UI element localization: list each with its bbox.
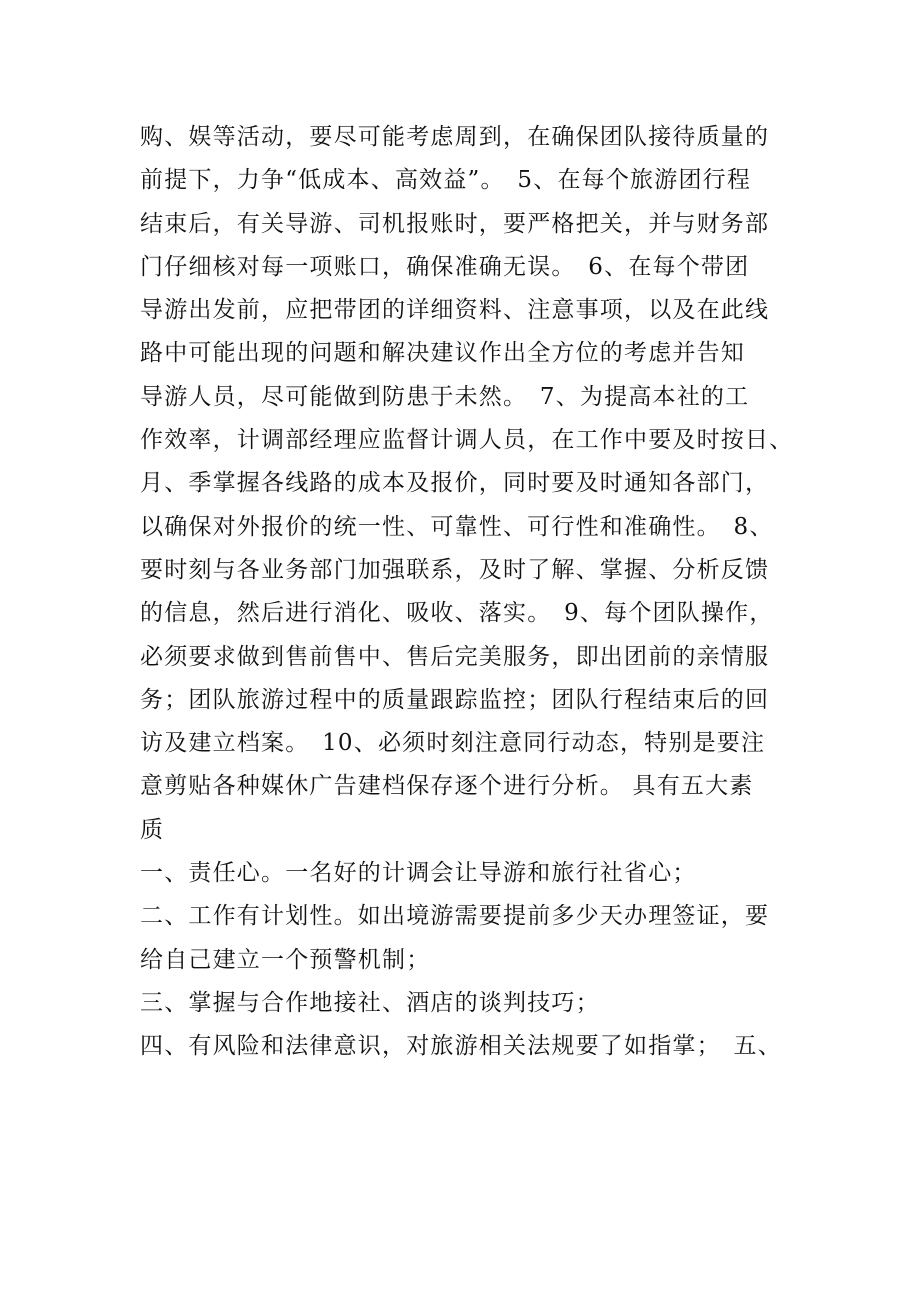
text-line: 导游出发前，应把带团的详细资料、注意事项，以及在此线	[140, 297, 770, 324]
text-line: 给自己建立一个预警机制；	[140, 946, 431, 973]
text-line: 前提下，力争“低成本、高效益”。 5、在每个旅游团行程	[140, 167, 752, 194]
text-line: 四、有风险和法律意识，对旅游相关法规要了如指掌； 五、	[140, 1033, 782, 1060]
text-line: 路中可能出现的问题和解决建议作出全方位的考虑并告知	[140, 340, 745, 367]
text-line: 二、工作有计划性。如出境游需要提前多少天办理签证，要	[140, 903, 770, 930]
text-line: 三、掌握与合作地接社、酒店的谈判技巧；	[140, 989, 600, 1016]
text-line: 一、责任心。一名好的计调会让导游和旅行社省心；	[140, 860, 697, 887]
text-line: 务；团队旅游过程中的质量跟踪监控；团队行程结束后的回	[140, 686, 770, 713]
text-line: 的信息，然后进行消化、吸收、落实。 9、每个团队操作，	[140, 600, 774, 627]
text-line: 月、季掌握各线路的成本及报价，同时要及时通知各部门，	[140, 470, 770, 497]
text-line: 必须要求做到售前售中、售后完美服务，即出团前的亲情服	[140, 643, 770, 670]
text-line: 购、娱等活动，要尽可能考虑周到，在确保团队接待质量的	[140, 124, 770, 150]
text-line: 要时刻与各业务部门加强联系，及时了解、掌握、分析反馈	[140, 556, 770, 583]
document-body	[140, 116, 800, 1069]
text-line: 导游人员，尽可能做到防患于未然。 7、为提高本社的工	[140, 383, 750, 410]
text-line: 结束后，有关导游、司机报账时，要严格把关，并与财务部	[140, 210, 770, 237]
text-line: 访及建立档案。 10、必须时刻注意同行动态，特别是要注	[140, 730, 766, 757]
text-line: 门仔细核对每一项账口，确保准确无误。 6、在每个带团	[140, 253, 750, 280]
text-line: 意剪贴各种媒休广告建档保存逐个进行分析。 具有五大素	[140, 773, 754, 800]
text-line: 以确保对外报价的统一性、可靠性、可行性和准确性。 8、	[140, 513, 774, 540]
text-line: 质	[140, 816, 165, 843]
text-line: 作效率，计调部经理应监督计调人员，在工作中要及时按日、	[140, 427, 794, 454]
